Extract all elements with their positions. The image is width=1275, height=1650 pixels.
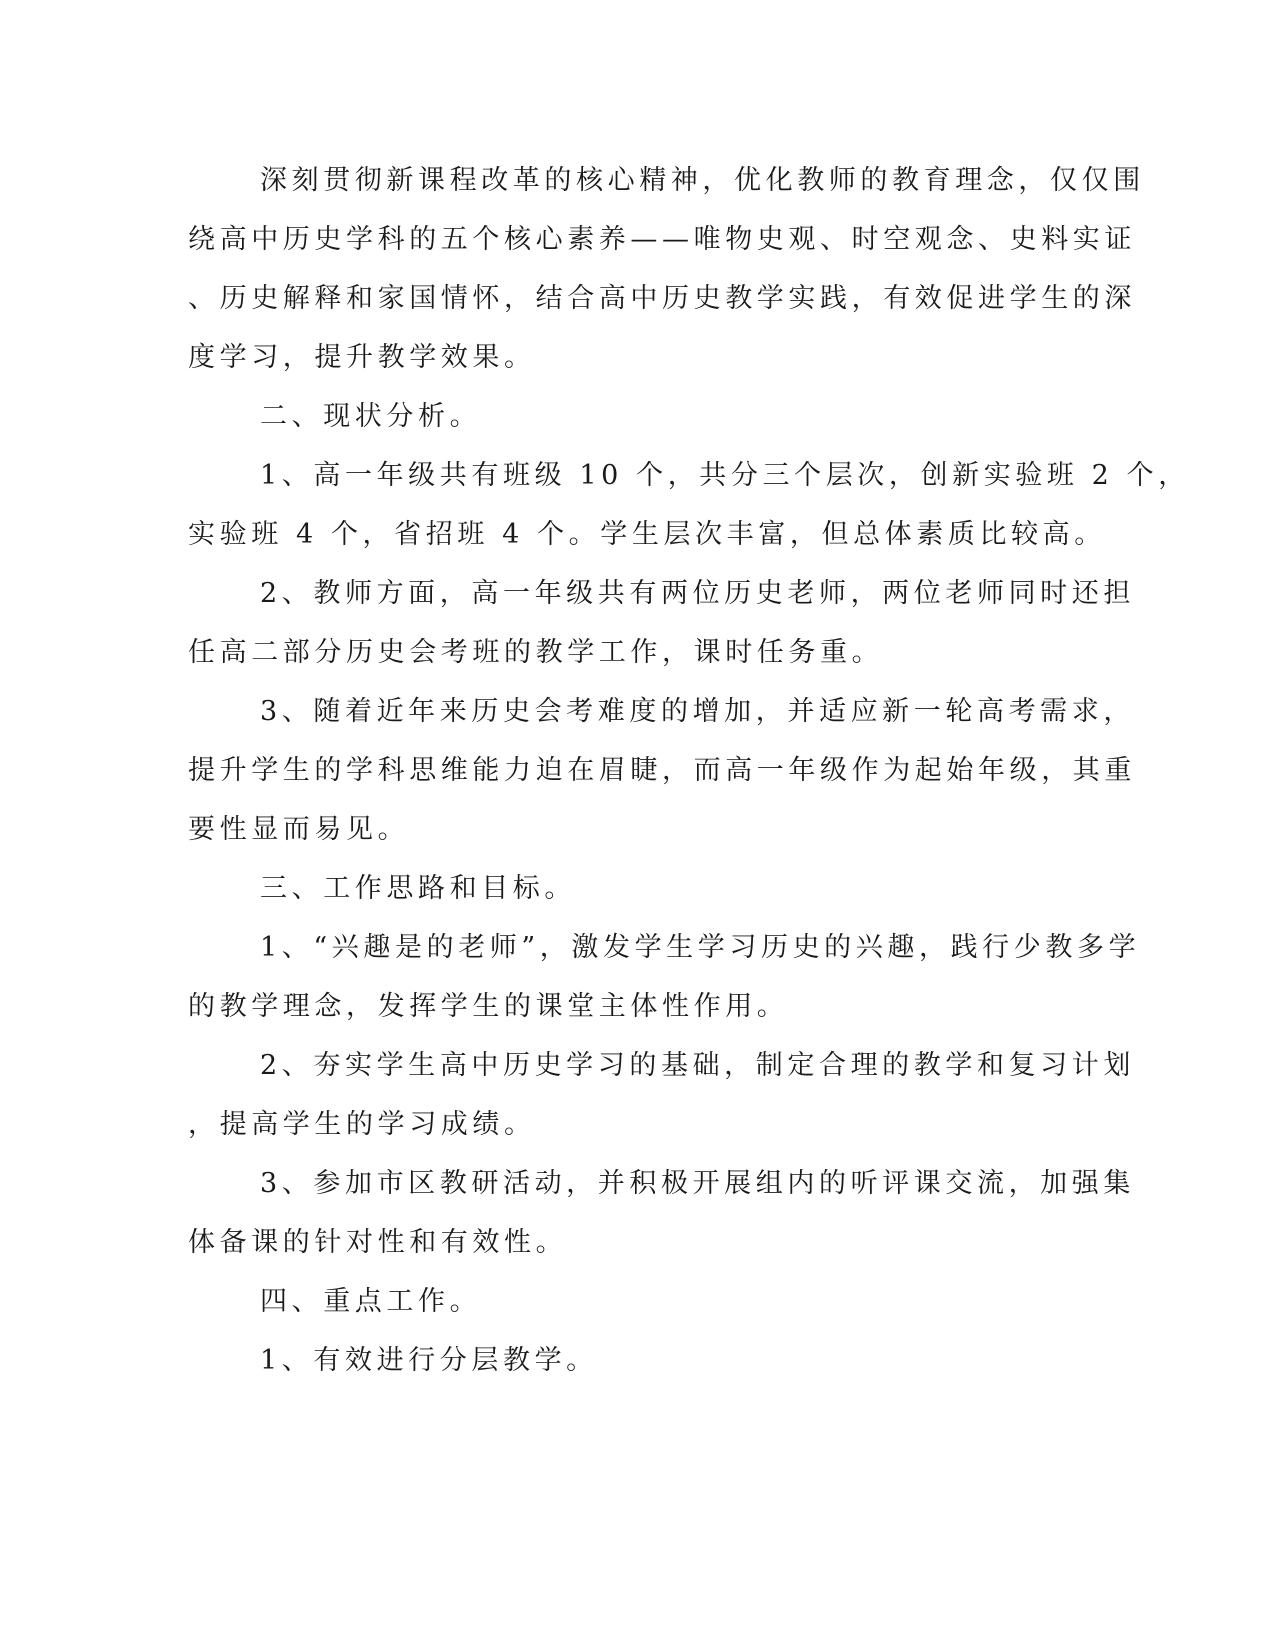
text-line: 1、高一年级共有班级 10 个，共分三个层次，创新实验班 2 个， [260, 460, 1190, 491]
text-line: 深刻贯彻新课程改革的核心精神，优化教师的教育理念，仅仅围 [260, 165, 1145, 196]
section-heading: 二、现状分析。 [260, 401, 482, 432]
text-line: 绕高中历史学科的五个核心素养——唯物史观、时空观念、史料实证 [188, 224, 1136, 255]
text-line: 实验班 4 个，省招班 4 个。学生层次丰富，但总体素质比较高。 [188, 519, 1106, 550]
text-line: 3、随着近年来历史会考难度的增加，并适应新一轮高考需求， [260, 696, 1135, 727]
text-line: 2、夯实学生高中历史学习的基础，制定合理的教学和复习计划 [260, 1050, 1135, 1081]
text-line: 、历史解释和家国情怀，结合高中历史教学实践，有效促进学生的深 [188, 283, 1136, 314]
text-line: 1、有效进行分层教学。 [260, 1345, 598, 1376]
text-line: 2、教师方面，高一年级共有两位历史老师，两位老师同时还担 [260, 578, 1135, 609]
text-line: 体备课的针对性和有效性。 [188, 1227, 568, 1258]
text-line: 3、参加市区教研活动，并积极开展组内的听评课交流，加强集 [260, 1168, 1135, 1199]
text-line: 要性显而易见。 [188, 814, 410, 845]
text-line: 1、“兴趣是的老师”，激发学生学习历史的兴趣，践行少教多学 [260, 932, 1141, 963]
text-line: 度学习，提升教学效果。 [188, 342, 536, 373]
text-line: 任高二部分历史会考班的教学工作，课时任务重。 [188, 637, 884, 668]
section-heading: 三、工作思路和目标。 [260, 873, 576, 904]
text-line: ，提高学生的学习成绩。 [188, 1109, 536, 1140]
text-line: 提升学生的学科思维能力迫在眉睫，而高一年级作为起始年级，其重 [188, 755, 1136, 786]
section-heading: 四、重点工作。 [260, 1286, 482, 1317]
text-line: 的教学理念，发挥学生的课堂主体性作用。 [188, 991, 789, 1022]
